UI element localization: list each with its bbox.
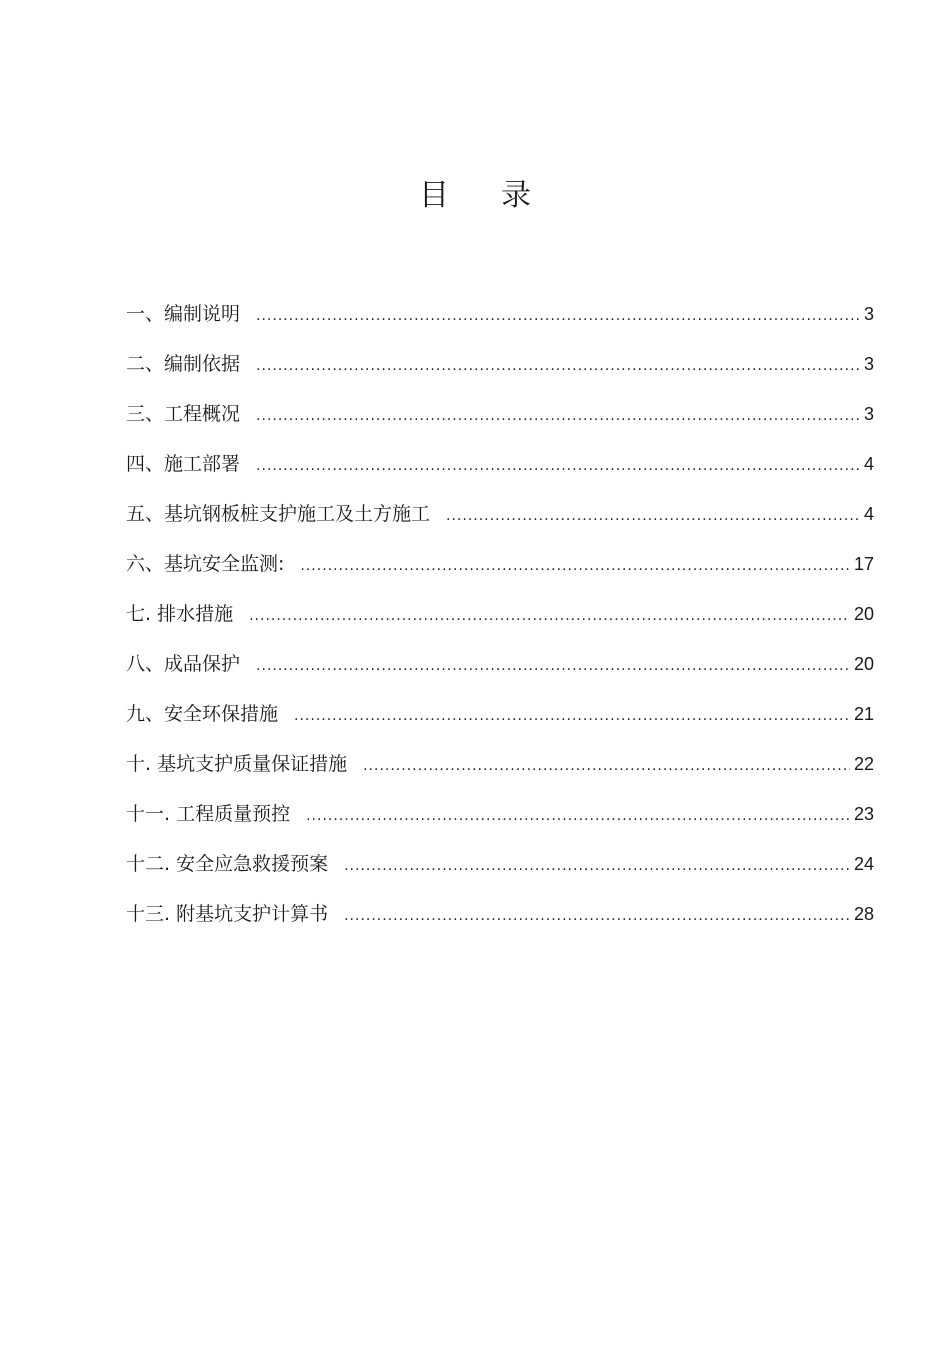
toc-entry-label: 九、安全环保措施 xyxy=(126,703,279,725)
toc-dot-leader xyxy=(256,448,860,484)
toc-entry-page: 20 xyxy=(853,654,874,674)
toc-entry-label: 十二. 安全应急救援预案 xyxy=(126,853,329,875)
toc-entry-label: 十三. 附基坑支护计算书 xyxy=(126,903,329,925)
toc-entry[interactable] xyxy=(126,646,874,696)
toc-dot-leader xyxy=(300,548,850,584)
toc-entry-page: 4 xyxy=(863,504,874,524)
toc-entry-page: 4 xyxy=(863,454,874,474)
toc-dot-leader xyxy=(446,498,860,534)
toc-dot-leader xyxy=(256,348,860,384)
toc-entry-label: 四、施工部署 xyxy=(126,453,241,475)
toc-dot-leader xyxy=(294,698,850,734)
toc-entry[interactable] xyxy=(126,746,874,796)
toc-title xyxy=(0,170,950,214)
toc-entry-page: 21 xyxy=(853,704,874,724)
toc-entry-page: 23 xyxy=(853,804,874,824)
toc-entry-label: 六、基坑安全监测: xyxy=(126,553,285,575)
toc-entry-label: 八、成品保护 xyxy=(126,653,241,675)
toc-entry-label: 十一. 工程质量预控 xyxy=(126,803,291,825)
toc-entry-page: 28 xyxy=(853,904,874,924)
toc-entry[interactable] xyxy=(126,396,874,446)
toc-dot-leader xyxy=(344,898,850,934)
toc-entry[interactable] xyxy=(126,796,874,846)
toc-entry-label: 七. 排水措施 xyxy=(126,603,234,625)
toc-entry[interactable] xyxy=(126,546,874,596)
toc-dot-leader xyxy=(249,598,850,634)
toc-entry-label: 十. 基坑支护质量保证措施 xyxy=(126,753,348,775)
toc-entry-page: 3 xyxy=(863,304,874,324)
toc-title-char-2: 录 xyxy=(501,178,531,213)
toc-entry[interactable] xyxy=(126,896,874,946)
toc-dot-leader xyxy=(256,648,850,684)
toc-entry-page: 3 xyxy=(863,404,874,424)
toc-entry-page: 3 xyxy=(863,354,874,374)
toc-entry-page: 20 xyxy=(853,604,874,624)
toc-list xyxy=(126,296,874,946)
toc-dot-leader xyxy=(363,748,850,784)
toc-entry-label: 五、基坑钢板桩支护施工及土方施工 xyxy=(126,503,431,525)
toc-entry-page: 22 xyxy=(853,754,874,774)
toc-entry[interactable] xyxy=(126,346,874,396)
toc-dot-leader xyxy=(256,398,860,434)
toc-dot-leader xyxy=(344,848,850,884)
toc-entry[interactable] xyxy=(126,446,874,496)
toc-dot-leader xyxy=(256,298,860,334)
toc-entry-label: 三、工程概况 xyxy=(126,403,241,425)
toc-entry[interactable] xyxy=(126,296,874,346)
toc-entry[interactable] xyxy=(126,596,874,646)
toc-entry[interactable] xyxy=(126,496,874,546)
toc-entry-label: 二、编制依据 xyxy=(126,353,241,375)
toc-entry-label: 一、编制说明 xyxy=(126,303,241,325)
toc-dot-leader xyxy=(306,798,850,834)
toc-title-char-1: 目 xyxy=(419,178,449,213)
toc-entry[interactable] xyxy=(126,846,874,896)
toc-entry-page: 24 xyxy=(853,854,874,874)
toc-entry[interactable] xyxy=(126,696,874,746)
toc-entry-page: 17 xyxy=(853,554,874,574)
